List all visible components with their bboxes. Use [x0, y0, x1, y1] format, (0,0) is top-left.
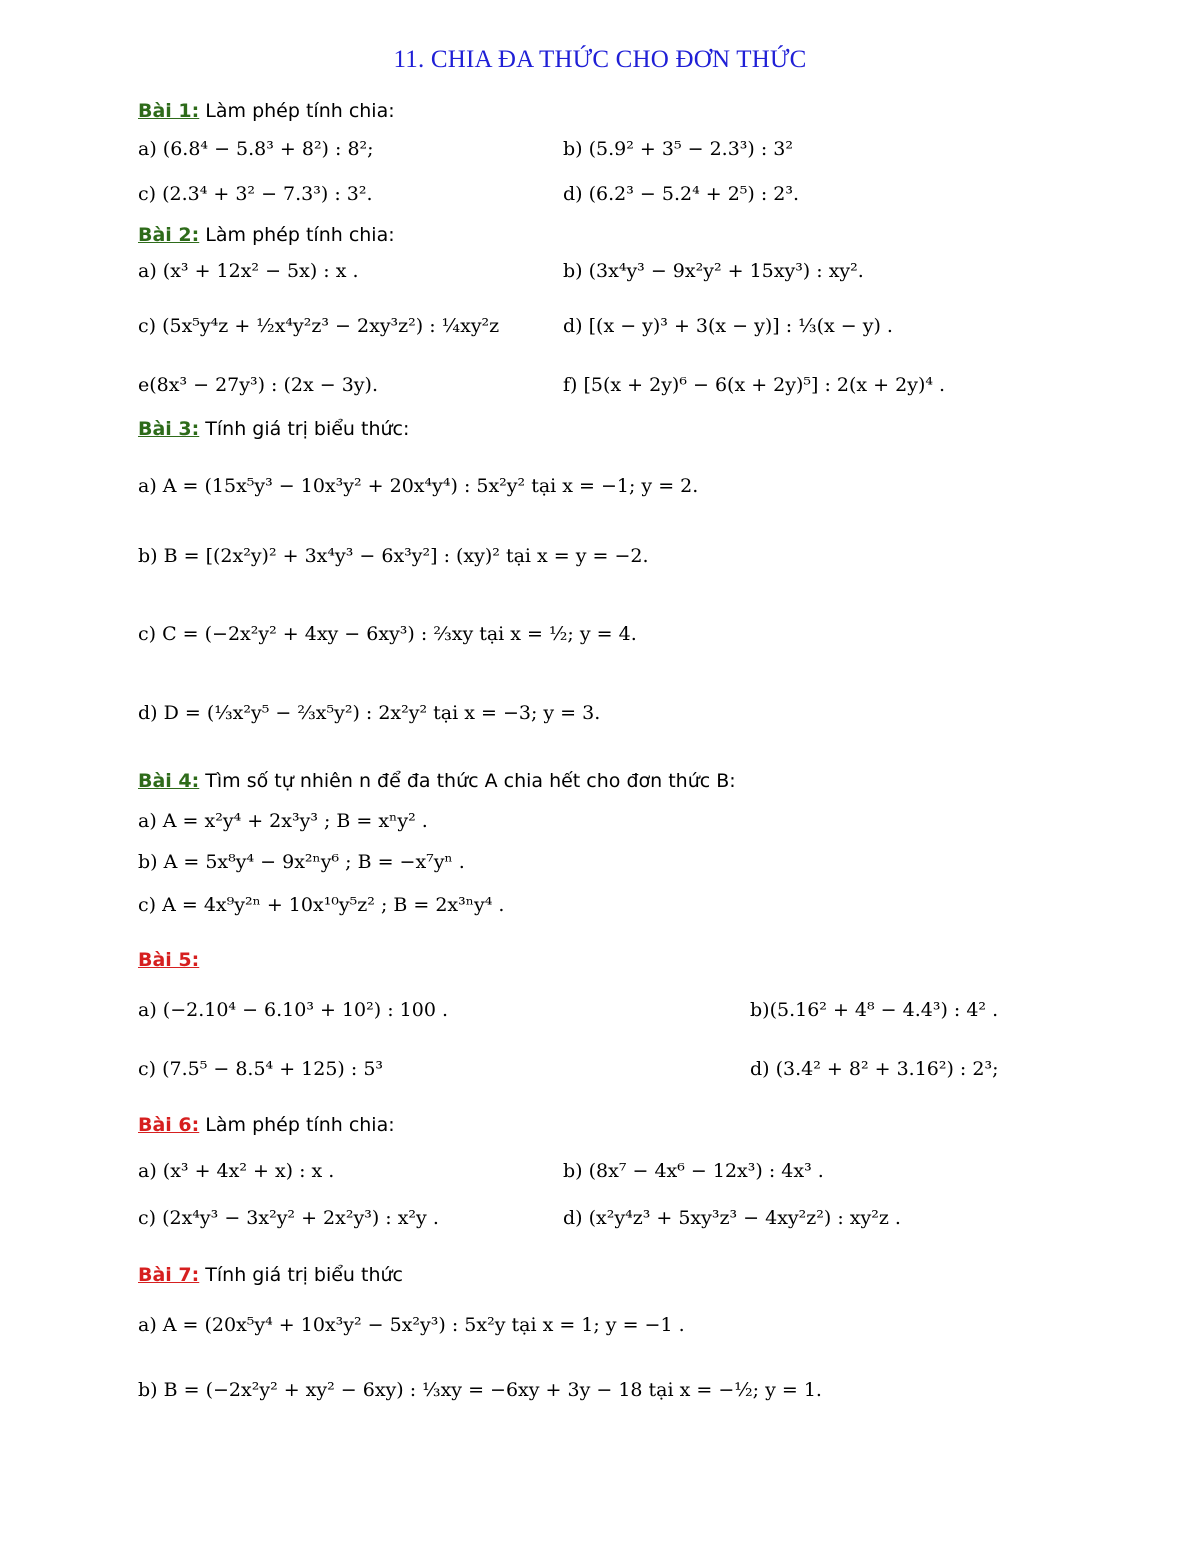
- bai2-e: e(8x³ − 27y³) : (2x − 3y).: [138, 374, 378, 396]
- bai2-b: b) (3x⁴y³ − 9x²y² + 15xy³) : xy².: [563, 260, 864, 282]
- bai2-label: Bài 2:: [138, 224, 200, 246]
- bai6-d: d) (x²y⁴z³ + 5xy³z³ − 4xy²z²) : xy²z .: [563, 1207, 901, 1229]
- bai2-c: c) (5x⁵y⁴z + ½x⁴y²z³ − 2xy³z²) : ¼xy²z: [138, 315, 500, 337]
- bai4-label: Bài 4:: [138, 770, 200, 792]
- bai7-a: a) A = (20x⁵y⁴ + 10x³y² − 5x²y³) : 5x²y tại x = 1; y = −1 .: [138, 1314, 685, 1336]
- bai3-b: b) B = [(2x²y)² + 3x⁴y³ − 6x³y²] : (xy)² tại x = y = −2.: [138, 545, 649, 567]
- bai5-a: a) (−2.10⁴ − 6.10³ + 10²) : 100 .: [138, 999, 448, 1021]
- bai4-c: c) A = 4x⁹y²ⁿ + 10x¹⁰y⁵z² ; B = 2x³ⁿy⁴ .: [138, 894, 505, 916]
- bai3-a: a) A = (15x⁵y³ − 10x³y² + 20x⁴y⁴) : 5x²y² tại x = −1; y = 2.: [138, 475, 699, 497]
- bai6-label: Bài 6:: [138, 1114, 200, 1136]
- bai5-b: b)(5.16² + 4⁸ − 4.4³) : 4² .: [750, 999, 999, 1021]
- bai6-b: b) (8x⁷ − 4x⁶ − 12x³) : 4x³ .: [563, 1160, 824, 1182]
- bai1-c: c) (2.3⁴ + 3² − 7.3³) : 3².: [138, 183, 373, 205]
- bai1-text: Làm phép tính chia:: [205, 100, 395, 122]
- bai7-heading: [138, 1262, 403, 1288]
- bai6-c: c) (2x⁴y³ − 3x²y² + 2x²y³) : x²y .: [138, 1207, 439, 1229]
- bai7-b: b) B = (−2x²y² + xy² − 6xy) : ⅓xy = −6xy + 3y − 18 tại x = −½; y = 1.: [138, 1379, 822, 1401]
- bai2-heading: [138, 222, 395, 248]
- bai5-heading: [138, 947, 199, 973]
- bai4-b: b) A = 5x⁸y⁴ − 9x²ⁿy⁶ ; B = −x⁷yⁿ .: [138, 851, 465, 873]
- bai7-text: Tính giá trị biểu thức: [205, 1264, 403, 1286]
- bai1-heading: [138, 98, 395, 124]
- bai3-c: c) C = (−2x²y² + 4xy − 6xy³) : ⅔xy tại x = ½; y = 4.: [138, 623, 637, 645]
- bai7-label: Bài 7:: [138, 1264, 200, 1286]
- bai5-c: c) (7.5⁵ − 8.5⁴ + 125) : 5³: [138, 1058, 384, 1080]
- bai5-d: d) (3.4² + 8² + 3.16²) : 2³;: [750, 1058, 999, 1080]
- bai2-text: Làm phép tính chia:: [205, 224, 395, 246]
- bai1-label: Bài 1:: [138, 100, 200, 122]
- bai1-d: d) (6.2³ − 5.2⁴ + 2⁵) : 2³.: [563, 183, 800, 205]
- bai2-d: d) [(x − y)³ + 3(x − y)] : ⅓(x − y) .: [563, 315, 893, 337]
- bai6-text: Làm phép tính chia:: [205, 1114, 395, 1136]
- bai2-f: f) [5(x + 2y)⁶ − 6(x + 2y)⁵] : 2(x + 2y)⁴ .: [563, 374, 946, 396]
- bai4-heading: [138, 768, 736, 794]
- bai6-heading: [138, 1112, 395, 1138]
- bai3-d: d) D = (⅓x²y⁵ − ⅔x⁵y²) : 2x²y² tại x = −3; y = 3.: [138, 702, 601, 724]
- bai4-a: a) A = x²y⁴ + 2x³y³ ; B = xⁿy² .: [138, 810, 428, 832]
- bai1-b: b) (5.9² + 3⁵ − 2.3³) : 3²: [563, 138, 793, 160]
- bai4-text: Tìm số tự nhiên n để đa thức A chia hết cho đơn thức B:: [205, 770, 736, 792]
- bai3-text: Tính giá trị biểu thức:: [205, 418, 410, 440]
- bai6-a: a) (x³ + 4x² + x) : x .: [138, 1160, 335, 1182]
- bai5-label: Bài 5:: [138, 949, 200, 971]
- bai3-heading: [138, 416, 409, 442]
- bai1-a: a) (6.8⁴ − 5.8³ + 8²) : 8²;: [138, 138, 374, 160]
- page-title: 11. CHIA ĐA THỨC CHO ĐƠN THỨC: [393, 46, 807, 73]
- bai2-a: a) (x³ + 12x² − 5x) : x .: [138, 260, 359, 282]
- bai3-label: Bài 3:: [138, 418, 200, 440]
